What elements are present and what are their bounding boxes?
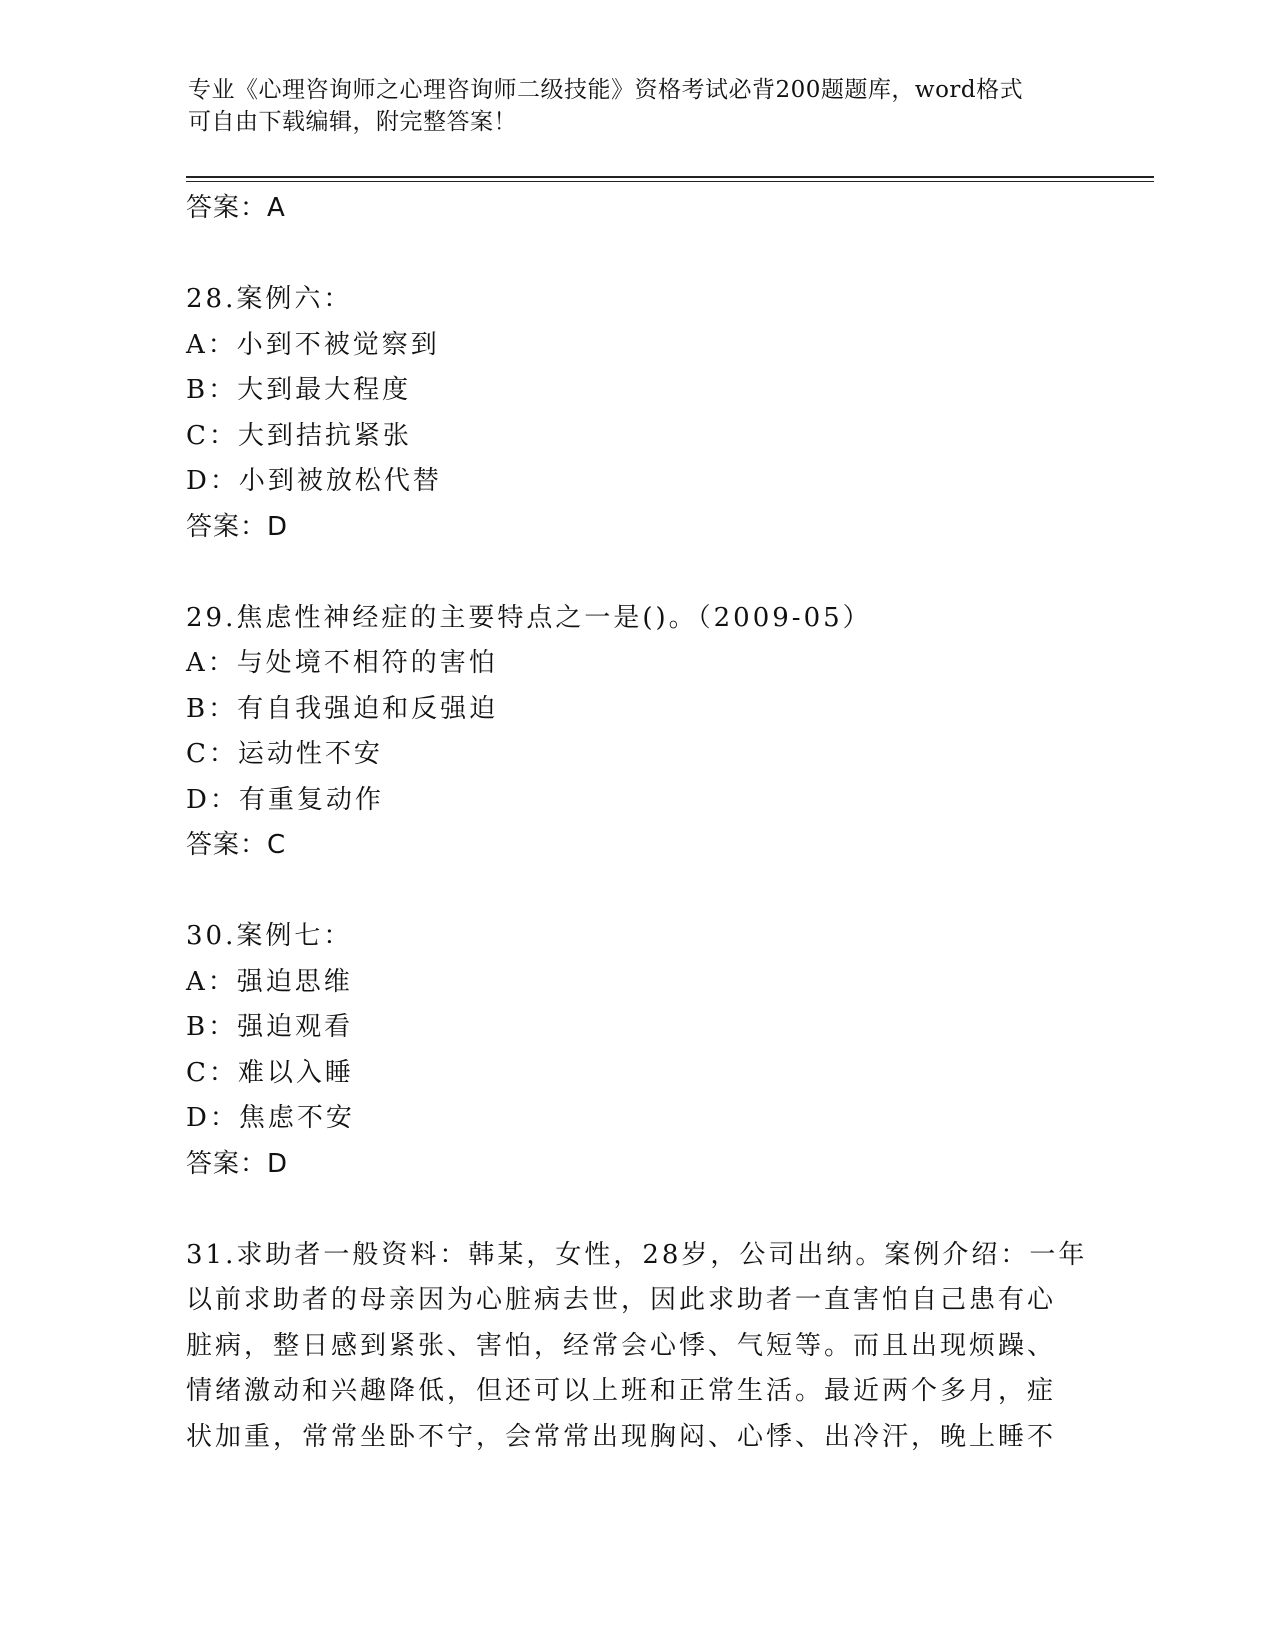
answer: 答案：D [186,1148,289,1179]
paragraph-line: 状加重，常常坐卧不宁，会常常出现胸闷、心悸、出冷汗，晚上睡不 [186,1421,1057,1452]
option-d: D：焦虑不安 [186,1103,355,1133]
option-a: A：小到不被觉察到 [186,329,440,360]
header-line-2: 可自由下载编辑，附完整答案！ [188,109,517,135]
question-content [186,186,1086,1460]
document-header [188,74,1068,138]
paragraph-line: 以前求助者的母亲因为心脏病去世，因此求助者一直害怕自己患有心 [186,1285,1057,1315]
spacer [186,550,1086,596]
answer: 答案：D [186,511,289,542]
option-d: D：小到被放松代替 [186,466,442,496]
question-stem: 30.案例七： [186,921,353,951]
paragraph-line: 脏病，整日感到紧张、害怕，经常会心悸、气短等。而且出现烦躁、 [186,1330,1057,1361]
question-31 [186,1233,1086,1461]
paragraph-line: 情绪激动和兴趣降低，但还可以上班和正常生活。最近两个多月，症 [186,1376,1057,1406]
question-28 [186,277,1086,550]
question-30 [186,914,1086,1187]
question-stem: 29.焦虑性神经症的主要特点之一是()。（2009-05） [186,602,872,633]
option-c: C：难以入睡 [186,1057,354,1088]
paragraph-line: 31.求助者一般资料：韩某，女性，28岁，公司出纳。案例介绍：一年 [186,1239,1088,1270]
option-d: D：有重复动作 [186,784,384,815]
option-b: B：有自我强迫和反强迫 [186,693,499,724]
option-b: B：大到最大程度 [186,375,412,405]
option-c: C：大到拮抗紧张 [186,420,412,451]
option-a: A：与处境不相符的害怕 [186,648,498,678]
question-29 [186,596,1086,869]
option-c: C：运动性不安 [186,739,383,769]
option-b: B：强迫观看 [186,1012,354,1042]
spacer [186,1187,1086,1233]
header-divider-thick [186,176,1154,178]
option-a: A：强迫思维 [186,966,353,997]
header-line-1: 专业《心理咨询师之心理咨询师二级技能》资格考试必背200题题库，word格式 [188,77,1024,103]
question-stem: 28.案例六： [186,284,353,314]
header-divider-thin [186,181,1154,182]
spacer [186,232,1086,278]
spacer [186,869,1086,915]
answer: 答案：C [186,830,287,860]
answer-previous: 答案：A [186,193,286,223]
